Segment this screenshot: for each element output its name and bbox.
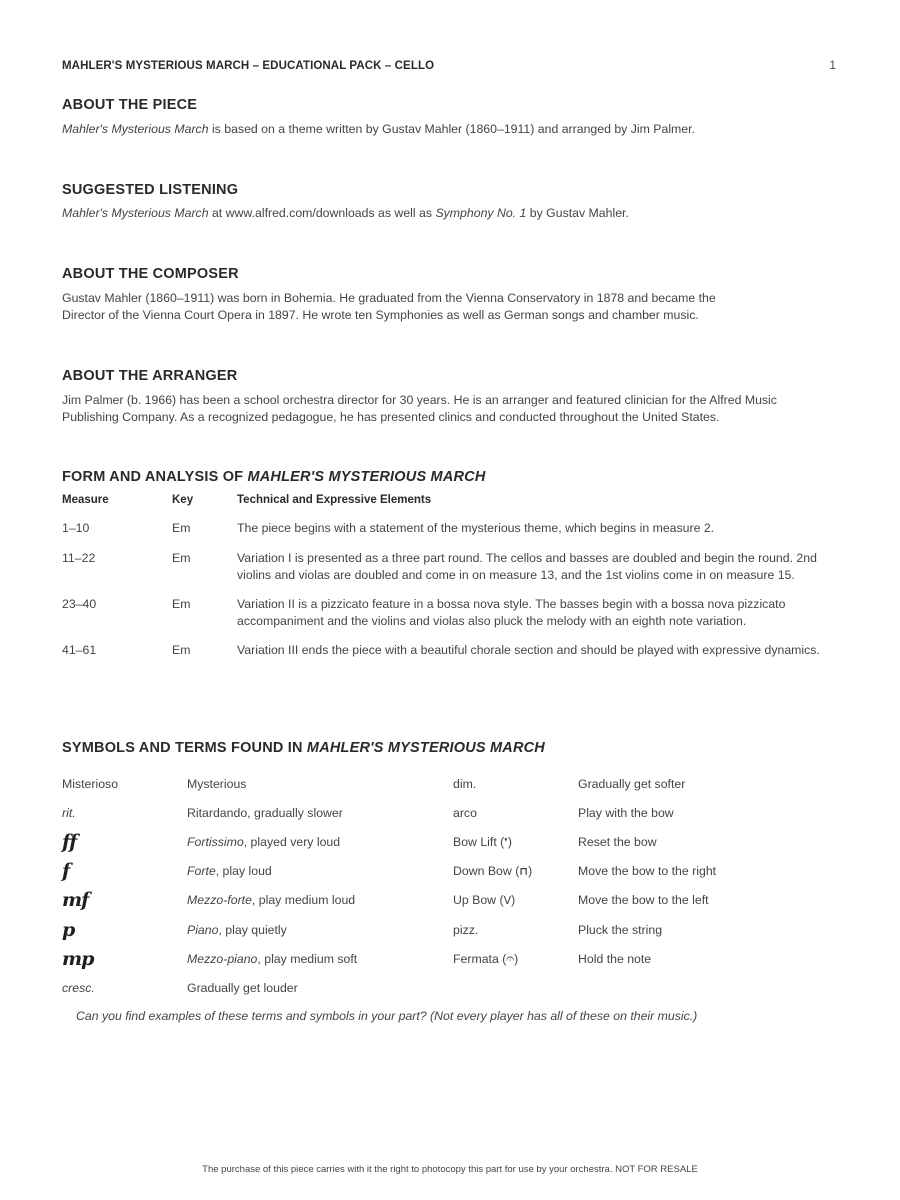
symbol-row bbox=[62, 944, 838, 973]
fermata-icon: 𝄐 bbox=[506, 950, 515, 967]
definition: Hold the note bbox=[578, 951, 652, 966]
definition: Reset the bow bbox=[578, 834, 657, 849]
symbol-row bbox=[62, 886, 838, 915]
symbol-row bbox=[62, 769, 838, 798]
definition-italic: Piano bbox=[187, 922, 219, 937]
column-header-elements: Technical and Expressive Elements bbox=[237, 494, 432, 506]
definition bbox=[187, 981, 453, 995]
dynamic-symbol-ff bbox=[62, 831, 187, 853]
description-cell: Variation III ends the piece with a beautiful chorale section and should be played with expressive dynamics. bbox=[237, 643, 820, 657]
table-header-row bbox=[62, 492, 838, 509]
listening-middle: at www.alfred.com/downloads as well as bbox=[208, 206, 436, 220]
symbol-row bbox=[62, 827, 838, 856]
definition-italic: Mezzo-piano bbox=[187, 951, 258, 966]
definition bbox=[187, 777, 453, 791]
term bbox=[453, 951, 578, 967]
term bbox=[62, 981, 187, 995]
form-analysis-table bbox=[62, 492, 838, 671]
bow-lift-icon: ❜ bbox=[504, 835, 508, 849]
symbol-row bbox=[62, 973, 838, 1002]
copyright-footer: The purchase of this piece carries with it the right to photocopy this part for use by your orchestra. NOT FOR RESALE bbox=[202, 1164, 698, 1175]
definition: Gradually get softer bbox=[578, 776, 686, 791]
p-icon: p bbox=[62, 918, 75, 941]
column-header-key: Key bbox=[172, 494, 194, 506]
dynamic-symbol-f bbox=[62, 860, 187, 882]
definition-italic: Fortissimo bbox=[187, 834, 244, 849]
about-piece-text bbox=[62, 121, 838, 138]
definition: Play with the bow bbox=[578, 805, 674, 820]
piece-title: Mahler's Mysterious March bbox=[62, 206, 209, 220]
composer-line-2: Director of the Vienna Court Opera in 1897. He wrote ten Symphonies as well as German songs and chamber music. bbox=[62, 308, 699, 322]
measure-cell: 41–61 bbox=[62, 643, 97, 657]
definition-text: Gradually get louder bbox=[187, 980, 298, 995]
definition-text: Ritardando, gradually slower bbox=[187, 805, 343, 820]
ff-icon: ff bbox=[62, 830, 77, 853]
definition-text: Mysterious bbox=[187, 776, 247, 791]
symbol-row bbox=[62, 798, 838, 827]
definition bbox=[187, 835, 453, 849]
measure-cell: 11–22 bbox=[62, 551, 96, 565]
about-piece-heading: ABOUT THE PIECE bbox=[62, 97, 198, 113]
dynamic-symbol-mf bbox=[62, 889, 187, 911]
table-row bbox=[62, 596, 838, 630]
definition-text: , play loud bbox=[215, 864, 272, 879]
down-bow-icon: ⊓ bbox=[519, 865, 529, 879]
measure-cell: 1–10 bbox=[62, 521, 90, 535]
term: Misterioso bbox=[62, 776, 119, 791]
heading-prefix: SYMBOLS AND TERMS FOUND IN bbox=[62, 740, 307, 756]
heading-prefix: FORM AND ANALYSIS OF bbox=[62, 469, 248, 485]
term: arco bbox=[453, 805, 477, 820]
suggested-listening-heading: SUGGESTED LISTENING bbox=[62, 182, 239, 198]
description-cell: The piece begins with a statement of the mysterious theme, which begins in measure 2. bbox=[237, 521, 715, 535]
term-text: Up Bow ( bbox=[453, 893, 504, 908]
arranger-line-2: Publishing Company. As a recognized pedagogue, he has presented clinics and conducted throughout the United States. bbox=[62, 410, 720, 424]
key-cell: Em bbox=[172, 643, 191, 657]
running-header bbox=[62, 60, 838, 72]
definition-text: , play medium loud bbox=[251, 893, 356, 908]
symbols-question: Can you find examples of these terms and symbols in your part? (Not every player has all of these on their music.) bbox=[76, 1009, 698, 1023]
symbols-heading bbox=[62, 740, 545, 756]
term-italic: rit. bbox=[62, 805, 76, 820]
definition bbox=[187, 952, 453, 966]
page-number: 1 bbox=[829, 60, 836, 72]
definition: Move the bow to the right bbox=[578, 864, 717, 879]
mp-icon: mp bbox=[62, 947, 94, 970]
term bbox=[453, 835, 578, 849]
piece-title: Mahler's Mysterious March bbox=[62, 122, 209, 136]
description-cell: Variation I is presented as a three part round. The cellos and basses are doubled and begin the round. 2nd violins and violas are doubled and come in on measure 13, and the 1st violins come in on measure 15. bbox=[237, 551, 817, 582]
heading-italic: MAHLER'S MYSTERIOUS MARCH bbox=[247, 469, 486, 485]
term-end: ) bbox=[514, 951, 519, 966]
symbol-row bbox=[62, 857, 838, 886]
term bbox=[453, 864, 578, 878]
symbol-row bbox=[62, 915, 838, 944]
dynamic-symbol-mp bbox=[62, 948, 187, 970]
definition bbox=[187, 806, 453, 820]
symphony-title: Symphony No. 1 bbox=[435, 206, 527, 220]
mf-icon: mf bbox=[62, 889, 89, 912]
composer-line-1: Gustav Mahler (1860–1911) was born in Bohemia. He graduated from the Vienna Conservatory in 1878 and became the bbox=[62, 291, 716, 305]
term-end: ) bbox=[507, 834, 512, 849]
listening-end: by Gustav Mahler. bbox=[526, 206, 629, 220]
form-analysis-heading bbox=[62, 469, 486, 485]
definition bbox=[187, 864, 453, 878]
table-row bbox=[62, 642, 838, 659]
dynamic-symbol-p bbox=[62, 919, 187, 941]
about-arranger-text bbox=[62, 392, 838, 426]
term: dim. bbox=[453, 776, 477, 791]
term-text: Fermata ( bbox=[453, 951, 507, 966]
term-text: Bow Lift ( bbox=[453, 834, 505, 849]
term-end: ) bbox=[528, 864, 533, 879]
heading-italic: MAHLER'S MYSTERIOUS MARCH bbox=[306, 740, 545, 756]
term-italic: cresc. bbox=[62, 980, 95, 995]
table-row bbox=[62, 550, 838, 584]
arranger-line-1: Jim Palmer (b. 1966) has been a school orchestra director for 30 years. He is an arranger and featured clinician for the Alfred Music bbox=[62, 393, 777, 407]
term: pizz. bbox=[453, 922, 479, 937]
document-page bbox=[62, 0, 838, 1200]
definition: Move the bow to the left bbox=[578, 893, 709, 908]
about-arranger-heading: ABOUT THE ARRANGER bbox=[62, 368, 238, 384]
description-cell: Variation II is a pizzicato feature in a bossa nova style. The basses begin with a bossa nova pizzicato accompaniment and the violins and violas also pluck the melody with an eighth note variation. bbox=[237, 597, 786, 628]
definition-text: , play medium soft bbox=[257, 951, 358, 966]
key-cell: Em bbox=[172, 597, 191, 611]
f-icon: f bbox=[62, 860, 70, 883]
about-composer-text bbox=[62, 290, 838, 324]
measure-cell: 23–40 bbox=[62, 597, 97, 611]
definition bbox=[187, 923, 453, 937]
definition-italic: Mezzo-forte bbox=[187, 893, 252, 908]
table-row bbox=[62, 520, 838, 537]
definition-italic: Forte bbox=[187, 864, 216, 879]
term bbox=[62, 806, 187, 820]
up-bow-icon: V bbox=[503, 894, 512, 908]
suggested-listening-text bbox=[62, 205, 838, 222]
key-cell: Em bbox=[172, 521, 191, 535]
term bbox=[453, 893, 578, 907]
definition: Pluck the string bbox=[578, 922, 663, 937]
term-text: Down Bow ( bbox=[453, 864, 520, 879]
symbols-table bbox=[62, 769, 838, 1003]
definition-text: , played very loud bbox=[243, 834, 341, 849]
definition-text: , play quietly bbox=[218, 922, 287, 937]
header-title: MAHLER'S MYSTERIOUS MARCH – EDUCATIONAL PACK – CELLO bbox=[62, 60, 435, 72]
definition bbox=[187, 893, 453, 907]
column-header-measure: Measure bbox=[62, 494, 109, 506]
about-piece-body: is based on a theme written by Gustav Mahler (1860–1911) and arranged by Jim Palmer. bbox=[208, 122, 695, 136]
about-composer-heading: ABOUT THE COMPOSER bbox=[62, 266, 239, 282]
key-cell: Em bbox=[172, 551, 191, 565]
term-end: ) bbox=[511, 893, 516, 908]
